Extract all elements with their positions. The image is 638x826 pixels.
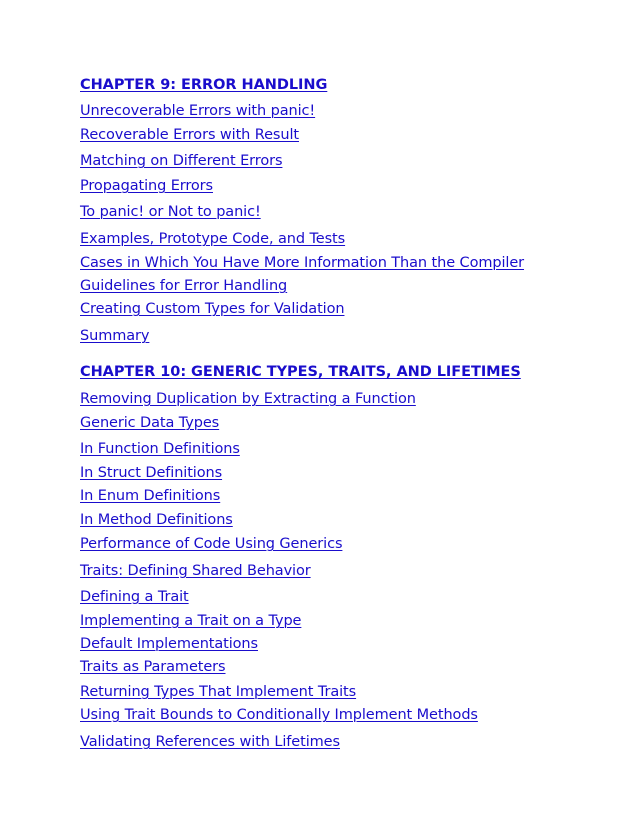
toc-link-more-information[interactable]: Cases in Which You Have More Information Than the Compiler bbox=[80, 255, 525, 271]
toc-link-struct-definitions[interactable]: In Struct Definitions bbox=[80, 465, 223, 481]
chapter-10-link[interactable]: CHAPTER 10: GENERIC TYPES, TRAITS, AND LIFETIMES bbox=[80, 364, 521, 380]
toc-link-matching-errors[interactable]: Matching on Different Errors bbox=[80, 153, 283, 169]
toc-link-custom-types[interactable]: Creating Custom Types for Validation bbox=[80, 301, 345, 317]
toc-link-default-implementations[interactable]: Default Implementations bbox=[80, 636, 258, 652]
toc-link-defining-trait[interactable]: Defining a Trait bbox=[80, 589, 189, 605]
toc-link-summary[interactable]: Summary bbox=[80, 328, 150, 344]
toc-link-returning-types[interactable]: Returning Types That Implement Traits bbox=[80, 684, 357, 700]
toc-link-performance-generics[interactable]: Performance of Code Using Generics bbox=[80, 536, 343, 552]
toc-link-unrecoverable-errors[interactable]: Unrecoverable Errors with panic! bbox=[80, 103, 316, 119]
toc-link-enum-definitions[interactable]: In Enum Definitions bbox=[80, 488, 221, 504]
toc-link-to-panic[interactable]: To panic! or Not to panic! bbox=[80, 204, 261, 220]
toc-link-removing-duplication[interactable]: Removing Duplication by Extracting a Function bbox=[80, 391, 416, 407]
toc-link-implementing-trait[interactable]: Implementing a Trait on a Type bbox=[80, 613, 302, 629]
toc-link-traits-shared-behavior[interactable]: Traits: Defining Shared Behavior bbox=[80, 563, 311, 579]
toc-link-examples-prototype[interactable]: Examples, Prototype Code, and Tests bbox=[80, 231, 346, 247]
chapter-9-link[interactable]: CHAPTER 9: ERROR HANDLING bbox=[80, 77, 328, 93]
toc-link-generic-data-types[interactable]: Generic Data Types bbox=[80, 415, 220, 431]
toc-link-method-definitions[interactable]: In Method Definitions bbox=[80, 512, 233, 528]
toc-link-propagating-errors[interactable]: Propagating Errors bbox=[80, 178, 213, 194]
toc-link-trait-bounds[interactable]: Using Trait Bounds to Conditionally Implement Methods bbox=[80, 707, 478, 723]
toc-link-traits-as-parameters[interactable]: Traits as Parameters bbox=[80, 659, 226, 675]
toc-link-recoverable-errors[interactable]: Recoverable Errors with Result bbox=[80, 127, 299, 143]
toc-link-function-definitions[interactable]: In Function Definitions bbox=[80, 441, 240, 457]
toc-link-guidelines[interactable]: Guidelines for Error Handling bbox=[80, 278, 288, 294]
toc-link-validating-references[interactable]: Validating References with Lifetimes bbox=[80, 734, 340, 750]
